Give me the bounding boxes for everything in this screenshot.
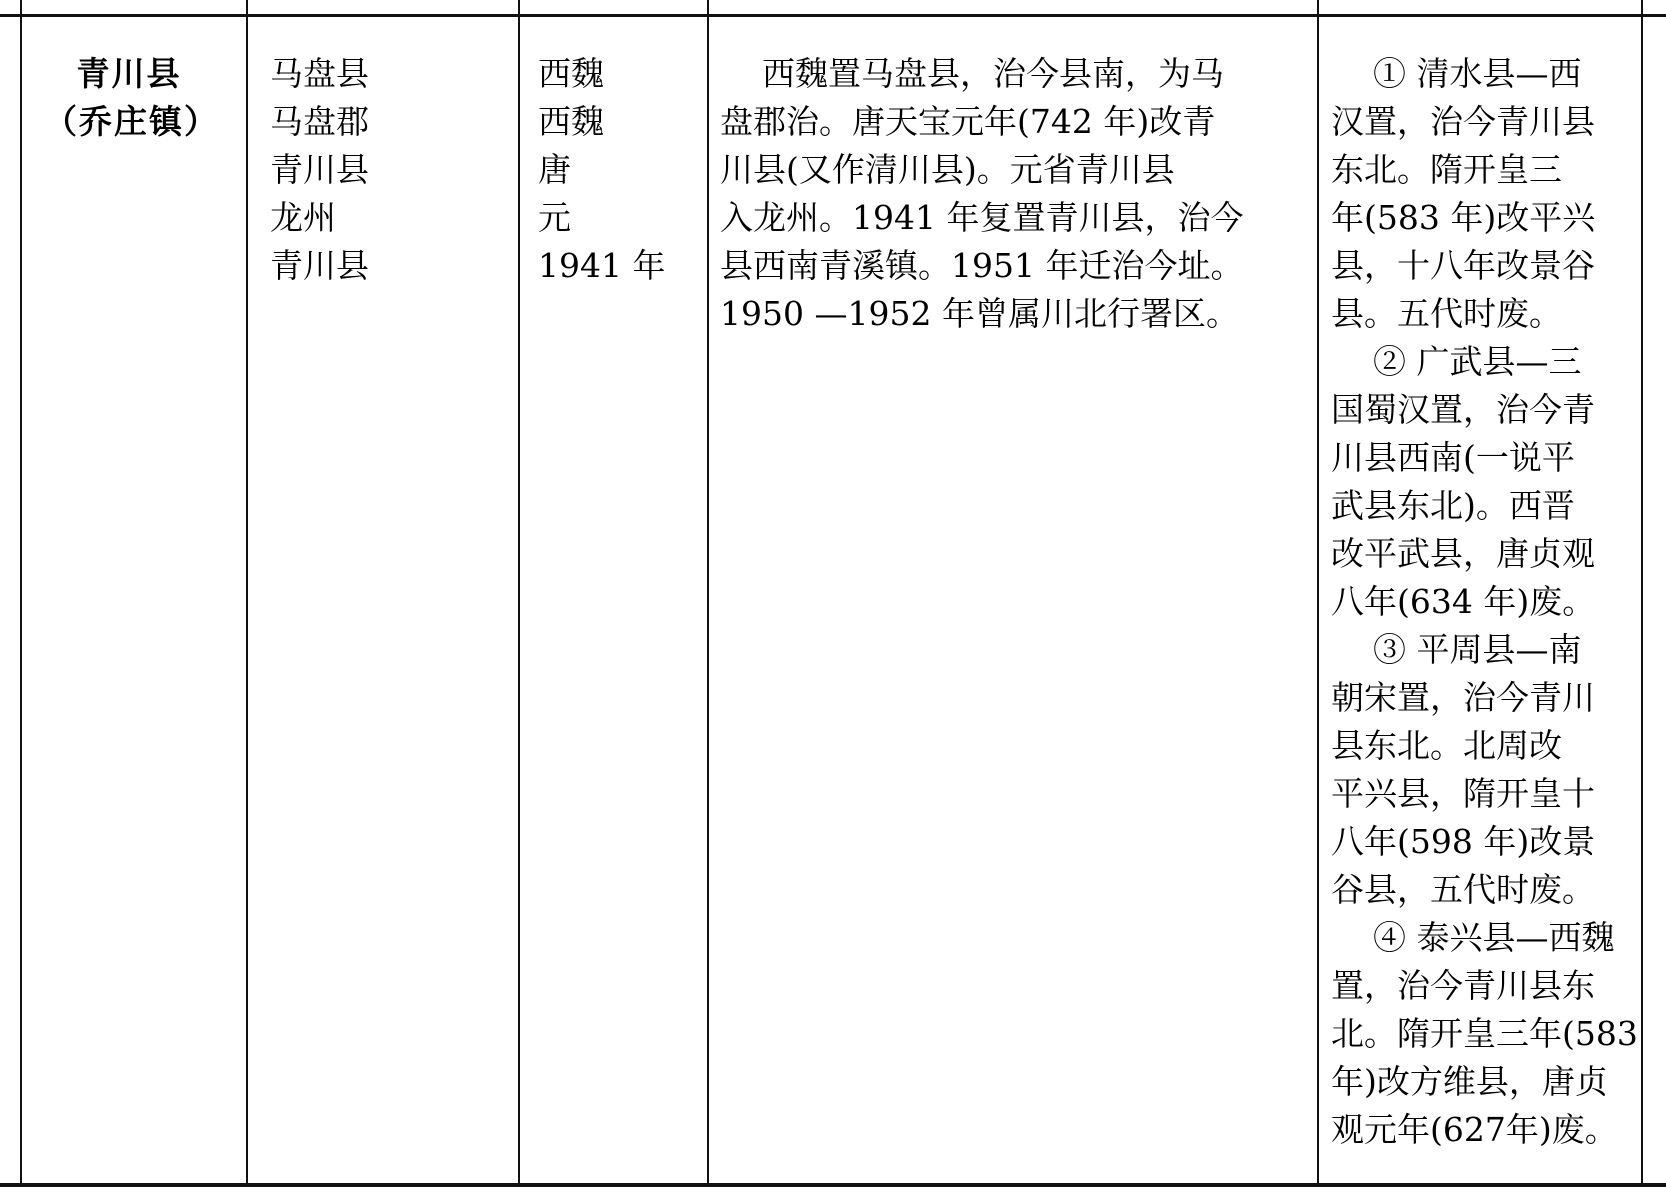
historical-name: 马盘县: [270, 54, 369, 93]
note-line: 置，治今青川县东: [1331, 966, 1595, 1005]
county-name: 青川县: [76, 54, 182, 93]
top-border: [0, 14, 1666, 17]
note-line: 川县西南(一说平: [1331, 438, 1575, 477]
note-line: 朝宋置，治今青川: [1331, 678, 1595, 717]
note-line: 平兴县，隋开皇十: [1331, 774, 1595, 813]
periods-cell: [538, 50, 698, 290]
note-line: 县，十八年改景谷: [1331, 246, 1595, 285]
bottom-border: [0, 1183, 1666, 1187]
change-history-cell: [720, 50, 1300, 338]
note-line: 北。隋开皇三年(583: [1331, 1014, 1638, 1053]
column-divider-3: [518, 0, 520, 1185]
historical-name: 马盘郡: [270, 102, 369, 141]
note-line: ④ 泰兴县—西魏: [1373, 918, 1615, 957]
period: 西魏: [538, 54, 604, 93]
county-seat: （乔庄镇）: [44, 102, 219, 141]
note-line: 八年(634 年)废。: [1331, 582, 1596, 621]
period: 1941 年: [538, 246, 666, 285]
column-divider-4: [707, 0, 709, 1185]
note-line: 年(583 年)改平兴: [1331, 198, 1596, 237]
county-name-cell: [44, 50, 219, 146]
note-line: 武县东北)。西晋: [1331, 486, 1575, 525]
column-divider-2: [246, 0, 248, 1185]
notes-cell: [1331, 50, 1638, 1154]
note-line: 年)改方维县，唐贞: [1331, 1062, 1608, 1101]
note-line: 县。五代时废。: [1331, 294, 1562, 333]
change-history-line: 县西南青溪镇。1951 年迁治今址。: [720, 246, 1244, 285]
note-line: ① 清水县—西: [1373, 54, 1582, 93]
historical-name: 青川县: [270, 150, 369, 189]
note-line: 国蜀汉置，治今青: [1331, 390, 1595, 429]
period: 唐: [538, 150, 571, 189]
column-divider-5: [1317, 0, 1319, 1185]
historical-names-cell: [270, 50, 500, 290]
historical-name: 龙州: [270, 198, 336, 237]
change-history-line: 入龙州。1941 年复置青川县，治今: [720, 198, 1244, 237]
historical-name: 青川县: [270, 246, 369, 285]
change-history-line: 西魏置马盘县，治今县南，为马: [762, 54, 1224, 93]
period: 元: [538, 198, 571, 237]
change-history-line: 盘郡治。唐天宝元年(742 年)改青: [720, 102, 1216, 141]
change-history-line: 1950 —1952 年曾属川北行署区。: [720, 294, 1239, 333]
note-line: 县东北。北周改: [1331, 726, 1562, 765]
note-line: ② 广武县—三: [1373, 342, 1582, 381]
note-line: 汉置，治今青川县: [1331, 102, 1595, 141]
note-line: 八年(598 年)改景: [1331, 822, 1596, 861]
column-divider-1: [20, 0, 22, 1185]
note-line: 东北。隋开皇三: [1331, 150, 1562, 189]
note-line: ③ 平周县—南: [1373, 630, 1582, 669]
period: 西魏: [538, 102, 604, 141]
change-history-line: 川县(又作清川县)。元省青川县: [720, 150, 1175, 189]
column-divider-6: [1641, 0, 1643, 1185]
note-line: 改平武县，唐贞观: [1331, 534, 1595, 573]
note-line: 谷县，五代时废。: [1331, 870, 1595, 909]
note-line: 观元年(627年)废。: [1331, 1110, 1618, 1149]
